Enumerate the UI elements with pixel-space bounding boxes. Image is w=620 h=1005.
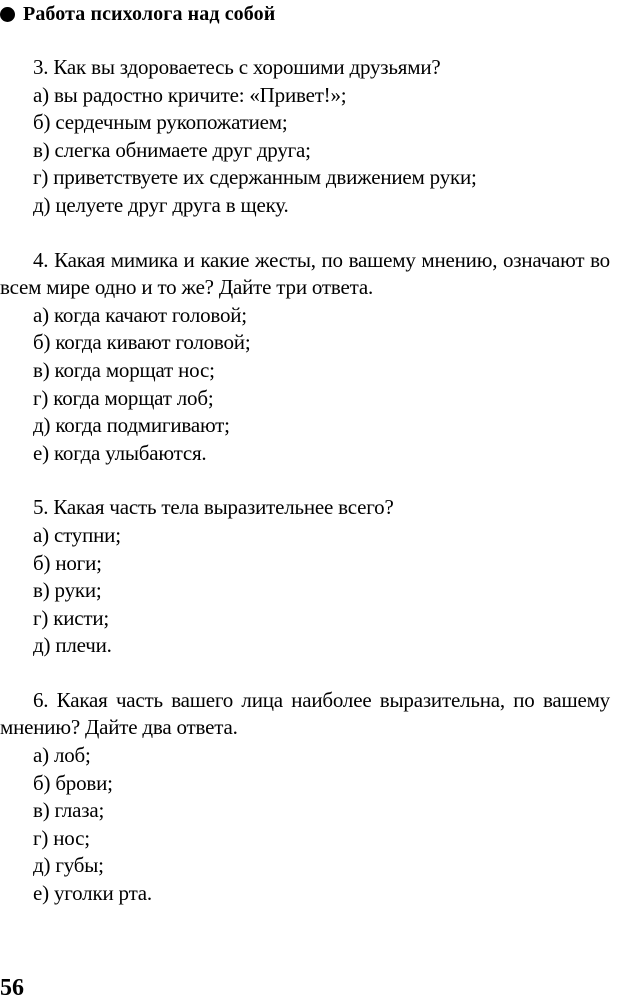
answer-option: б) сердечным рукопожатием; bbox=[33, 110, 288, 135]
answer-option: б) брови; bbox=[33, 770, 113, 795]
answer-option: в) руки; bbox=[33, 578, 102, 603]
answer-option: е) когда улыбаются. bbox=[33, 440, 207, 465]
running-header bbox=[0, 2, 275, 26]
answer-option: д) целуете друг друга в щеку. bbox=[33, 192, 289, 217]
page-number: 56 bbox=[0, 975, 24, 1001]
answer-option: г) кисти; bbox=[33, 605, 110, 630]
questionnaire bbox=[0, 54, 610, 935]
answer-option: б) ноги; bbox=[33, 550, 102, 575]
answer-option: а) лоб; bbox=[33, 743, 91, 768]
question-4 bbox=[0, 247, 610, 468]
question-5 bbox=[0, 494, 610, 660]
answer-option: а) вы радостно кричите: «Привет!»; bbox=[33, 82, 347, 107]
answer-option: а) когда качают головой; bbox=[33, 302, 247, 327]
running-header-title: Работа психолога над собой bbox=[23, 3, 276, 25]
answer-option: д) плечи. bbox=[33, 633, 112, 658]
question-text: 6. Какая часть вашего лица наиболее выразительна, по вашему мнению? Дайте два ответа. bbox=[0, 687, 610, 740]
answer-options bbox=[0, 82, 610, 220]
answer-option: д) когда подмигивают; bbox=[33, 413, 230, 438]
answer-option: в) когда морщат нос; bbox=[33, 357, 215, 382]
question-text: 3. Как вы здороваетесь с хорошими друзьями? bbox=[33, 55, 441, 79]
answer-option: в) слегка обнимаете друг друга; bbox=[33, 137, 311, 162]
answer-option: г) приветствуете их сдержанным движением руки; bbox=[33, 165, 477, 190]
answer-option: в) глаза; bbox=[33, 798, 105, 823]
answer-option: г) нос; bbox=[33, 825, 90, 850]
answer-option: г) когда морщат лоб; bbox=[33, 385, 214, 410]
answer-options bbox=[0, 302, 610, 468]
question-text: 5. Какая часть тела выразительнее всего? bbox=[33, 495, 394, 520]
answer-option: б) когда кивают головой; bbox=[33, 330, 251, 355]
answer-options bbox=[0, 742, 610, 908]
answer-option: а) ступни; bbox=[33, 522, 121, 547]
question-3 bbox=[0, 54, 610, 220]
answer-options bbox=[0, 522, 610, 660]
answer-option: д) губы; bbox=[33, 853, 104, 878]
answer-option: е) уголки рта. bbox=[33, 881, 152, 906]
bullet-icon bbox=[0, 7, 15, 22]
question-text: 4. Какая мимика и какие жесты, по вашему мнению, означают во всем мире одно и то же? Дайте три ответа. bbox=[0, 247, 610, 300]
question-6 bbox=[0, 687, 610, 908]
